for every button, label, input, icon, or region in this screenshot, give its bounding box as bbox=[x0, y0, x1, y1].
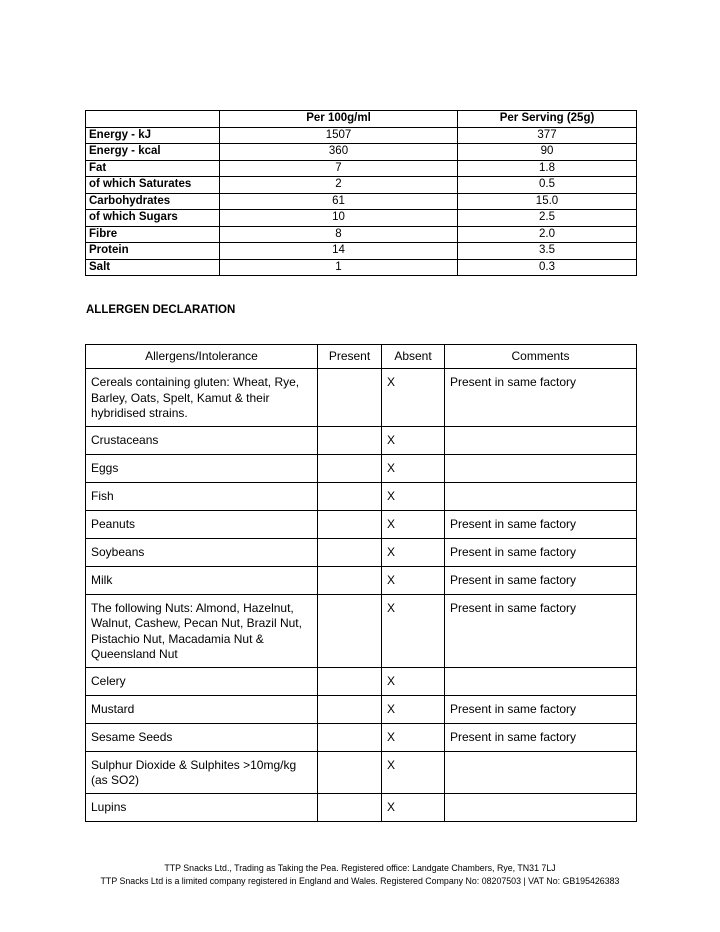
allergen-absent: X bbox=[382, 667, 445, 695]
allergen-name: Mustard bbox=[86, 695, 318, 723]
allergen-row bbox=[86, 695, 637, 723]
allergen-header-row bbox=[86, 345, 637, 369]
allergen-name: Eggs bbox=[86, 454, 318, 482]
footer bbox=[0, 862, 720, 888]
allergen-present bbox=[318, 454, 382, 482]
allergen-absent: X bbox=[382, 482, 445, 510]
nutrition-row bbox=[86, 160, 637, 177]
allergen-comment: Present in same factory bbox=[445, 566, 637, 594]
nutrient-label: Carbohydrates bbox=[86, 193, 220, 210]
nutrition-row bbox=[86, 210, 637, 227]
nutrition-row bbox=[86, 259, 637, 276]
allergen-present bbox=[318, 369, 382, 427]
serving-value: 0.3 bbox=[458, 259, 637, 276]
allergen-header-name: Allergens/Intolerance bbox=[86, 345, 318, 369]
nutrition-header-row bbox=[86, 111, 637, 128]
allergen-name: Sulphur Dioxide & Sulphites >10mg/kg (as SO2) bbox=[86, 751, 318, 793]
allergen-section-title: ALLERGEN DECLARATION bbox=[86, 304, 236, 316]
nutrition-row bbox=[86, 144, 637, 161]
nutrition-row bbox=[86, 193, 637, 210]
serving-value: 2.0 bbox=[458, 226, 637, 243]
allergen-table bbox=[85, 344, 637, 822]
allergen-row bbox=[86, 454, 637, 482]
allergen-present bbox=[318, 426, 382, 454]
footer-line-2: TTP Snacks Ltd is a limited company registered in England and Wales. Registered Company No: 08207503 | VAT No: GB195426383 bbox=[100, 876, 620, 887]
allergen-present bbox=[318, 723, 382, 751]
nutrition-header-per100: Per 100g/ml bbox=[220, 111, 458, 128]
per100-value: 2 bbox=[220, 177, 458, 194]
allergen-comment bbox=[445, 454, 637, 482]
allergen-absent: X bbox=[382, 566, 445, 594]
allergen-header-comments: Comments bbox=[445, 345, 637, 369]
allergen-comment: Present in same factory bbox=[445, 723, 637, 751]
allergen-present bbox=[318, 566, 382, 594]
serving-value: 15.0 bbox=[458, 193, 637, 210]
allergen-comment bbox=[445, 426, 637, 454]
allergen-name: Lupins bbox=[86, 793, 318, 821]
nutrient-label: Fibre bbox=[86, 226, 220, 243]
allergen-absent: X bbox=[382, 751, 445, 793]
allergen-present bbox=[318, 510, 382, 538]
nutrient-label: of which Saturates bbox=[86, 177, 220, 194]
allergen-name: Celery bbox=[86, 667, 318, 695]
allergen-comment: Present in same factory bbox=[445, 369, 637, 427]
allergen-absent: X bbox=[382, 695, 445, 723]
allergen-row bbox=[86, 482, 637, 510]
allergen-comment: Present in same factory bbox=[445, 594, 637, 667]
allergen-name: Peanuts bbox=[86, 510, 318, 538]
allergen-row bbox=[86, 723, 637, 751]
per100-value: 14 bbox=[220, 243, 458, 260]
allergen-row bbox=[86, 793, 637, 821]
nutrient-label: Energy - kJ bbox=[86, 127, 220, 144]
footer-line-1: TTP Snacks Ltd., Trading as Taking the Pea. Registered office: Landgate Chambers, Rye, TN31 7LJ bbox=[164, 863, 556, 874]
allergen-comment: Present in same factory bbox=[445, 695, 637, 723]
allergen-name: Milk bbox=[86, 566, 318, 594]
allergen-present bbox=[318, 695, 382, 723]
per100-value: 1507 bbox=[220, 127, 458, 144]
allergen-row bbox=[86, 751, 637, 793]
allergen-header-present: Present bbox=[318, 345, 382, 369]
per100-value: 1 bbox=[220, 259, 458, 276]
nutrient-label: Energy - kcal bbox=[86, 144, 220, 161]
allergen-name: Fish bbox=[86, 482, 318, 510]
allergen-name: Sesame Seeds bbox=[86, 723, 318, 751]
allergen-row bbox=[86, 426, 637, 454]
serving-value: 2.5 bbox=[458, 210, 637, 227]
nutrition-row bbox=[86, 127, 637, 144]
allergen-absent: X bbox=[382, 793, 445, 821]
serving-value: 0.5 bbox=[458, 177, 637, 194]
allergen-absent: X bbox=[382, 538, 445, 566]
allergen-row bbox=[86, 566, 637, 594]
allergen-row bbox=[86, 538, 637, 566]
serving-value: 3.5 bbox=[458, 243, 637, 260]
nutrient-label: Salt bbox=[86, 259, 220, 276]
allergen-row bbox=[86, 667, 637, 695]
serving-value: 377 bbox=[458, 127, 637, 144]
per100-value: 360 bbox=[220, 144, 458, 161]
allergen-absent: X bbox=[382, 369, 445, 427]
allergen-comment: Present in same factory bbox=[445, 510, 637, 538]
allergen-present bbox=[318, 594, 382, 667]
allergen-header-absent: Absent bbox=[382, 345, 445, 369]
allergen-absent: X bbox=[382, 510, 445, 538]
allergen-present bbox=[318, 538, 382, 566]
allergen-name: Crustaceans bbox=[86, 426, 318, 454]
per100-value: 7 bbox=[220, 160, 458, 177]
nutrient-label: Fat bbox=[86, 160, 220, 177]
nutrition-row bbox=[86, 177, 637, 194]
serving-value: 1.8 bbox=[458, 160, 637, 177]
allergen-name: The following Nuts: Almond, Hazelnut, Walnut, Cashew, Pecan Nut, Brazil Nut, Pistachio Nut, Macadamia Nut & Queensland Nut bbox=[86, 594, 318, 667]
nutrition-header-serving: Per Serving (25g) bbox=[458, 111, 637, 128]
allergen-name: Soybeans bbox=[86, 538, 318, 566]
allergen-present bbox=[318, 793, 382, 821]
allergen-absent: X bbox=[382, 454, 445, 482]
allergen-name: Cereals containing gluten: Wheat, Rye, Barley, Oats, Spelt, Kamut & their hybridised strains. bbox=[86, 369, 318, 427]
nutrient-label: of which Sugars bbox=[86, 210, 220, 227]
nutrition-header-blank bbox=[86, 111, 220, 128]
per100-value: 10 bbox=[220, 210, 458, 227]
nutrient-label: Protein bbox=[86, 243, 220, 260]
allergen-absent: X bbox=[382, 426, 445, 454]
allergen-present bbox=[318, 667, 382, 695]
allergen-row bbox=[86, 510, 637, 538]
allergen-row bbox=[86, 369, 637, 427]
per100-value: 8 bbox=[220, 226, 458, 243]
allergen-comment: Present in same factory bbox=[445, 538, 637, 566]
allergen-absent: X bbox=[382, 594, 445, 667]
allergen-comment bbox=[445, 482, 637, 510]
serving-value: 90 bbox=[458, 144, 637, 161]
nutrition-table bbox=[85, 110, 637, 276]
allergen-present bbox=[318, 482, 382, 510]
nutrition-row bbox=[86, 243, 637, 260]
per100-value: 61 bbox=[220, 193, 458, 210]
allergen-row bbox=[86, 594, 637, 667]
nutrition-row bbox=[86, 226, 637, 243]
allergen-comment bbox=[445, 751, 637, 793]
allergen-comment bbox=[445, 667, 637, 695]
allergen-comment bbox=[445, 793, 637, 821]
allergen-absent: X bbox=[382, 723, 445, 751]
allergen-present bbox=[318, 751, 382, 793]
